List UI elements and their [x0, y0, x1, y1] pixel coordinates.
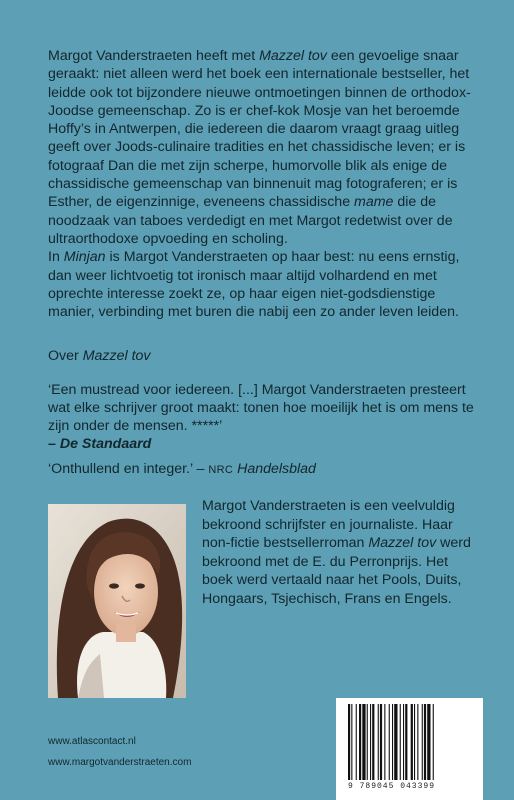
- heading-title: Mazzel tov: [82, 348, 151, 364]
- review-section-heading: [48, 347, 151, 365]
- blurb-text: een gevoelige snaar geraakt: niet alleen werd het boek een internationale bestseller, het leidde ook tot bijzondere nieuwe ontmoetingen binnen de orthodox-Joodse gemeenschap. Zo is er chef-kok Mosje van het beroemde Hoffy’s in Antwerpen, die iedereen die daarom vraagt graag uitleg geeft over Joods-culinaire tradities en het chassidische leven; er is fotograaf Dan die met zijn scherpe, humorvolle blik als enige de chassidische gemeenschap van binnenuit mag fotograferen; er is Esther, de eigenzinnige, eveneens chassidische: [48, 48, 471, 211]
- quote-source-abbrev: NRC: [208, 464, 234, 476]
- barcode-bar: [422, 704, 423, 780]
- barcode-bar: [348, 704, 350, 780]
- barcode-bar: [433, 704, 434, 780]
- blurb-text: Margot Vanderstraeten heeft met: [48, 48, 260, 64]
- website-list: [48, 731, 191, 773]
- barcode-bar: [351, 704, 352, 780]
- quote-dash: –: [48, 436, 60, 452]
- quote-text: ‘Een mustread voor iedereen. [...] Margot Vanderstraeten presteert wat elke schrijver groot maakt: tonen hoe moeilijk het is om mens te zijn onder de mensen. *****’: [48, 382, 474, 434]
- barcode-bar: [389, 704, 390, 780]
- blurb-text: In: [48, 249, 64, 266]
- quote-text: ‘Onthullend en integer.’ –: [48, 461, 209, 477]
- blurb-text: is Margot Vanderstraeten op haar best: nu eens ernstig, dan weer lichtvoetig tot ironisch maar altijd volhardend en met oprechte interesse zoekt ze, op haar eigen niet-godsdienstige manier, verbinding met buren die nabij een zo ander leven leiden.: [48, 249, 460, 321]
- quote-source-name: Handelsblad: [233, 461, 316, 477]
- barcode-bar: [356, 704, 357, 780]
- quote-source: [48, 435, 478, 453]
- barcode-bar: [394, 704, 397, 780]
- italic-word-mame: mame: [354, 194, 394, 211]
- barcode-bar: [417, 704, 418, 780]
- author-bio: [202, 497, 482, 608]
- barcode-bar: [400, 704, 401, 780]
- isbn-number: 9 789045 043399: [348, 782, 436, 791]
- blurb-text: die de noodzaak van taboes verdedigt en met Margot redetwist over de ultraorthodoxe opvoeding en scholing.: [48, 194, 453, 247]
- barcode-bar: [384, 704, 385, 780]
- book-title-mazzel-tov: Mazzel tov: [368, 535, 437, 551]
- bio-text: Margot Vanderstraeten is een veelvuldig bekroond schrijfster en journaliste. Haar non-fictie bestsellerroman: [202, 498, 455, 551]
- publisher-url[interactable]: www.atlascontact.nl: [48, 736, 136, 747]
- barcode-bar: [411, 704, 413, 780]
- book-title-minjan: Minjan: [63, 249, 106, 266]
- author-url[interactable]: www.margotvanderstraeten.com: [48, 757, 192, 768]
- barcode-bar: [372, 704, 374, 780]
- review-quote-nrc: [48, 460, 478, 479]
- barcode-bar: [380, 704, 382, 780]
- barcode-bar: [378, 704, 379, 780]
- barcode-bar: [362, 704, 365, 780]
- heading-prefix: Over: [48, 348, 83, 364]
- blurb-paragraph-1: [48, 47, 478, 248]
- barcode-bar: [359, 704, 361, 780]
- bio-text: werd bekroond met de E. du Perronprijs. Het boek werd vertaald naar het Pools, Duits, Hongaars, Tsjechisch, Frans en Engels.: [202, 535, 471, 607]
- blurb-paragraph-2: [48, 248, 478, 321]
- author-photo: [48, 504, 186, 698]
- back-cover-blurb: [48, 47, 478, 321]
- barcode-bar: [405, 704, 407, 780]
- book-title-mazzel-tov: Mazzel tov: [259, 48, 327, 64]
- barcode-bar: [414, 704, 415, 780]
- quote-source-name: De Standaard: [59, 436, 152, 452]
- review-quote-de-standaard: [48, 381, 478, 453]
- barcode-bar: [427, 704, 430, 780]
- barcode-bar: [392, 704, 393, 780]
- barcode-bar: [424, 704, 426, 780]
- isbn-barcode: [336, 698, 483, 800]
- barcode-bar: [370, 704, 371, 780]
- barcode-bar: [367, 704, 368, 780]
- barcode-bar: [403, 704, 404, 780]
